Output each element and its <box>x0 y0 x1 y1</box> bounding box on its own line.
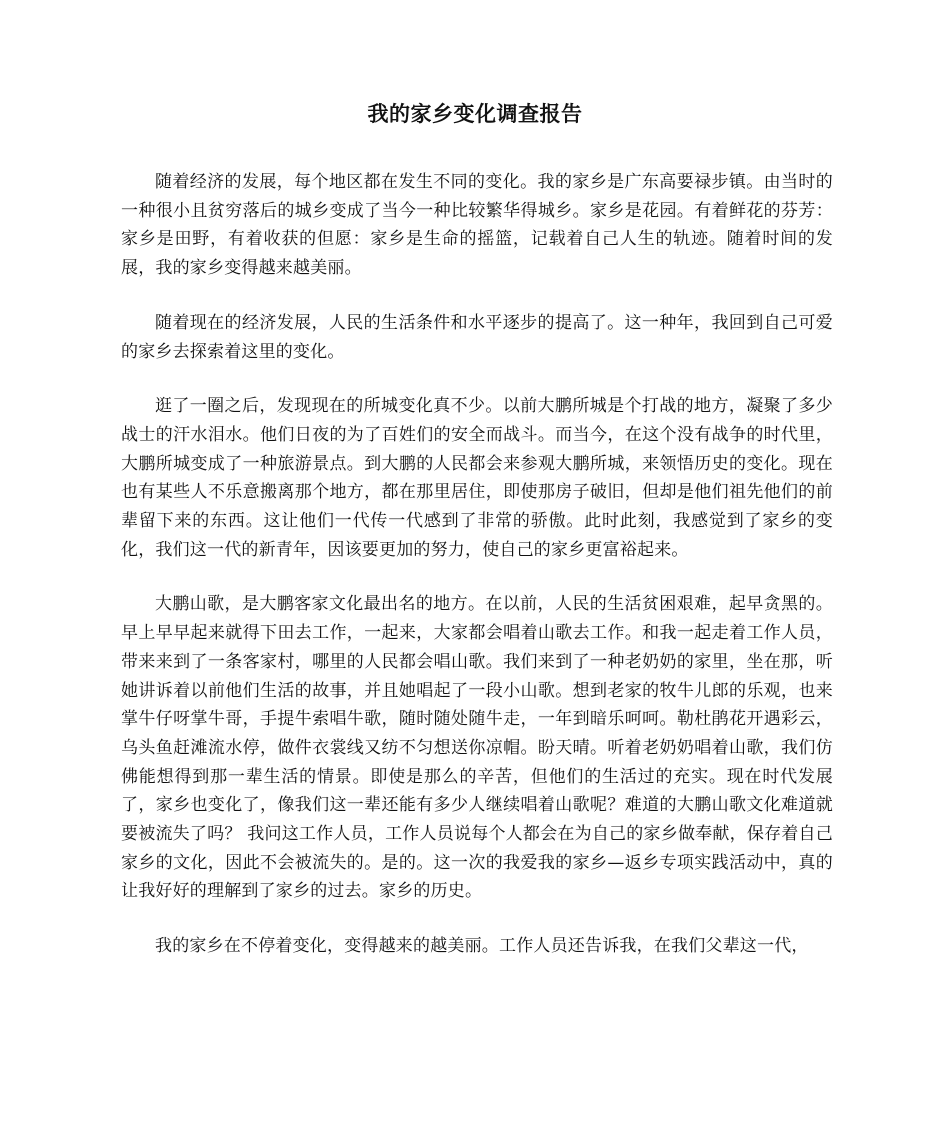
paragraph-3: 逛了一圈之后，发现现在的所城变化真不少。以前大鹏所城是个打战的地方，凝聚了多少战士的汗水泪水。他们日夜的为了百姓们的安全而战斗。而当今，在这个没有战争的时代里，大鹏所城变成了一种旅游景点。到大鹏的人民都会来参观大鹏所城，来领悟历史的变化。现在也有某些人不乐意搬离那个地方，都在那里居住，即使那房子破旧，但却是他们祖先他们的前辈留下来的东西。这让他们一代传一代感到了非常的骄傲。此时此刻，我感觉到了家乡的变化，我们这一代的新青年，因该要更加的努力，使自己的家乡更富裕起来。 <box>121 396 833 560</box>
document-title: 我的家乡变化调查报告 <box>367 102 583 126</box>
paragraph-2: 随着现在的经济发展，人民的生活条件和水平逐步的提高了。这一种年，我回到自己可爱的家乡去探索着这里的变化。 <box>121 312 833 362</box>
paragraph-1: 随着经济的发展，每个地区都在发生不同的变化。我的家乡是广东高要禄步镇。由当时的一种很小且贫穷落后的城乡变成了当今一种比较繁华得城乡。家乡是花园。有着鲜花的芬芳：家乡是田野，有着收获的但愿：家乡是生命的摇篮，记载着自己人生的轨迹。随着时间的发展，我的家乡变得越来越美丽。 <box>121 172 833 279</box>
paragraph-5: 我的家乡在不停着变化，变得越来的越美丽。工作人员还告诉我，在我们父辈这一代， <box>155 936 809 957</box>
paragraph-4: 大鹏山歌，是大鹏客家文化最出名的地方。在以前，人民的生活贫困艰难，起早贪黑的。早上早早起来就得下田去工作，一起来，大家都会唱着山歌去工作。和我一起走着工作人员，带来来到了一条客家村，哪里的人民都会唱山歌。我们来到了一种老奶奶的家里，坐在那，听她讲诉着以前他们生活的故事，并且她唱起了一段小山歌。想到老家的牧牛儿郎的乐观，也来掌牛仔呀掌牛哥，手提牛索唱牛歌，随时随处随牛走，一年到暗乐呵呵。勒杜鹃花开遇彩云，乌头鱼赶滩流水停，做件衣裳线又纺不匀想送你凉帽。盼天晴。听着老奶奶唱着山歌，我们仿佛能想得到那一辈生活的情景。即使是那么的辛苦，但他们的生活过的充实。现在时代发展了，家乡也变化了，像我们这一辈还能有多少人继续唱着山歌呢？难道的大鹏山歌文化难道就要被流失了吗？ 我问这工作人员，工作人员说每个人都会在为自己的家乡做奉献，保存着自己家乡的文化，因此不会被流失的。是的。这一次的我爱我的家乡—返乡专项实践活动中，真的让我好好的理解到了家乡的过去。家乡的历史。 <box>121 594 833 902</box>
document-body <box>121 168 833 987</box>
